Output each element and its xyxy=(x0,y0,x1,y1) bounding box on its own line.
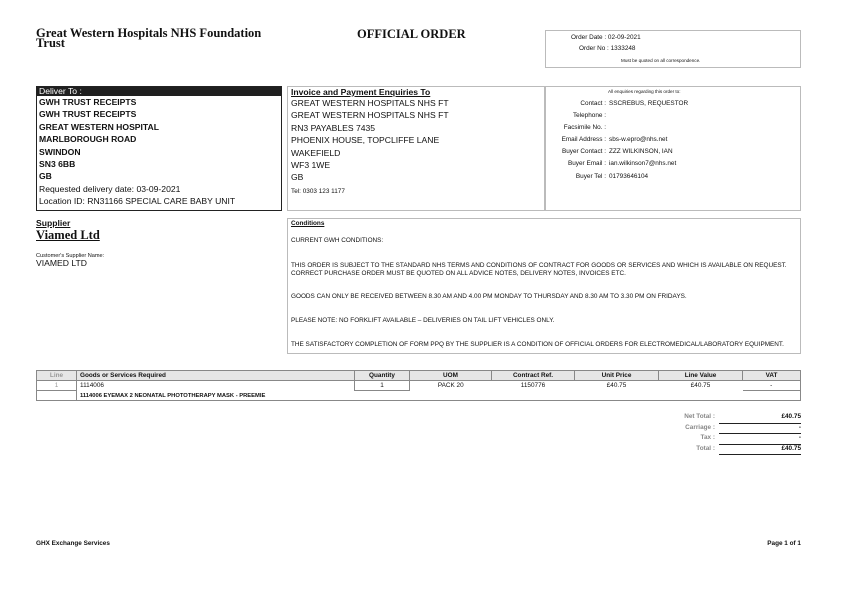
invoice-address xyxy=(291,97,449,184)
table-row xyxy=(37,381,801,391)
customer-supplier-value: VIAMED LTD xyxy=(36,258,87,268)
totals-block xyxy=(640,413,801,455)
enquiries-title: All enquiries regarding this order to: xyxy=(608,89,681,94)
address-line: GWH TRUST RECEIPTS xyxy=(39,97,137,107)
cell-spacer xyxy=(37,391,77,401)
order-number: Order No : 1333248 xyxy=(579,45,636,52)
address-line: MARLBOROUGH ROAD xyxy=(39,134,137,145)
deliver-to-box xyxy=(36,86,282,211)
address-line: GREAT WESTERN HOSPITAL xyxy=(39,121,159,132)
totals-row xyxy=(640,434,801,445)
enquiry-row xyxy=(546,124,802,136)
customer-supplier-label: Customer's Supplier Name: xyxy=(36,253,105,259)
org-name xyxy=(36,28,261,48)
condition-paragraph: PLEASE NOTE: NO FORKLIFT AVAILABLE – DELIVERIES ON TAIL LIFT VEHICLES ONLY. xyxy=(291,317,555,325)
address-line: WF3 1WE xyxy=(291,160,331,171)
header-vat: VAT xyxy=(743,371,801,381)
cell-vat: - xyxy=(743,381,801,391)
totals-value: £40.75 xyxy=(719,413,801,424)
totals-row xyxy=(640,424,801,435)
cell-code: 1114006 xyxy=(77,381,355,391)
enquiry-value: ZZZ WILKINSON, IAN xyxy=(609,148,673,156)
enquiry-value xyxy=(606,112,609,124)
enquiry-label: Email Address : xyxy=(561,136,606,144)
invoice-title: Invoice and Payment Enquiries To xyxy=(291,87,431,97)
totals-row xyxy=(640,413,801,424)
invoice-telephone: Tel: 0303 123 1177 xyxy=(291,188,345,195)
condition-paragraph: THE SATISFACTORY COMPLETION OF FORM PPQ BY THE SUPPLIER IS A CONDITION OF OFFICIAL ORDERS FOR ELECTROMEDICAL/LABORATORY EQUIPMENT. xyxy=(291,341,784,349)
enquiry-label: Telephone : xyxy=(572,112,606,120)
enquiry-label: Buyer Contact : xyxy=(561,148,606,156)
footer-left: GHX Exchange Services xyxy=(36,540,110,547)
enquiry-label: Buyer Email : xyxy=(567,160,606,168)
enquiry-label: Buyer Tel : xyxy=(575,172,606,180)
table-row-description xyxy=(37,391,801,401)
address-line: GB xyxy=(39,171,52,182)
enquiry-value xyxy=(606,124,609,136)
totals-value: - xyxy=(719,424,801,435)
cell-unit-price: £40.75 xyxy=(606,382,627,390)
enquiry-row xyxy=(546,160,802,172)
header-quantity: Quantity xyxy=(355,371,410,381)
conditions-box xyxy=(287,218,801,354)
address-line: SWINDON xyxy=(39,146,81,157)
enquiries-box xyxy=(545,86,801,211)
cell-description: 1114006 EYEMAX 2 NEONATAL PHOTOTHERAPY MASK - PREEMIE xyxy=(77,391,801,401)
enquiry-row xyxy=(546,136,802,148)
totals-label: Net Total : xyxy=(684,413,715,420)
address-line: GREAT WESTERN HOSPITALS NHS FT xyxy=(291,98,449,108)
order-info-box xyxy=(545,30,801,68)
table-header-row xyxy=(37,371,801,381)
address-line: GWH TRUST RECEIPTS xyxy=(39,109,137,120)
cell-line: 1 xyxy=(37,381,77,391)
deliver-address xyxy=(39,96,235,208)
enquiry-value: SSCREBUS, REQUESTOR xyxy=(609,100,689,107)
enquiry-label: Contact : xyxy=(580,100,606,107)
address-line: RN3 PAYABLES 7435 xyxy=(291,122,376,133)
header-contract: Contract Ref. xyxy=(492,371,575,381)
cell-uom: PACK 20 xyxy=(437,382,464,390)
cell-line-value: £40.75 xyxy=(690,382,711,390)
address-line: GB xyxy=(291,172,304,183)
totals-value: £40.75 xyxy=(719,445,801,456)
invoice-box xyxy=(287,86,545,211)
supplier-name: Viamed Ltd xyxy=(36,228,100,242)
enquiry-row xyxy=(546,173,802,185)
address-line: PHOENIX HOUSE, TOPCLIFFE LANE xyxy=(291,135,440,146)
condition-paragraph: THIS ORDER IS SUBJECT TO THE STANDARD NHS TERMS AND CONDITIONS OF CONTRACT FOR GOODS OR SERVICES AND WHICH IS AVAILABLE ON REQUEST. CORRECT PURCHASE ORDER MUST BE QUOTED ON ALL ADVICE NOTES, DELIVERY NOTES, INVOICES ETC. xyxy=(291,262,787,277)
totals-label: Total : xyxy=(696,444,715,452)
address-line: GREAT WESTERN HOSPITALS NHS FT xyxy=(291,110,449,121)
location-id: Location ID: RN31166 SPECIAL CARE BABY UNIT xyxy=(39,196,236,207)
order-note: Must be quoted on all correspondence. xyxy=(621,58,701,63)
order-date: Order Date : 02-09-2021 xyxy=(571,34,641,41)
org-name-line1: Great Western Hospitals NHS Foundation xyxy=(36,26,262,40)
deliver-to-title: Deliver To : xyxy=(39,86,82,96)
condition-paragraph: CURRENT GWH CONDITIONS: xyxy=(291,237,384,245)
cell-quantity: 1 xyxy=(355,381,410,391)
header-goods: Goods or Services Required xyxy=(77,371,355,381)
footer-page-number: Page 1 of 1 xyxy=(767,540,801,547)
header-line: Line xyxy=(37,371,77,381)
enquiry-value: ian.wilkinson7@nhs.net xyxy=(609,160,677,168)
conditions-title: Conditions xyxy=(291,220,325,227)
header-unit-price: Unit Price xyxy=(575,371,659,381)
cell-contract: 1150776 xyxy=(520,382,546,390)
enquiry-row xyxy=(546,148,802,160)
document-title: OFFICIAL ORDER xyxy=(357,27,466,41)
enquiry-row xyxy=(546,100,802,112)
totals-row xyxy=(640,445,801,456)
totals-label: Tax : xyxy=(700,434,715,441)
enquiry-value: sbs-w.epro@nhs.net xyxy=(609,136,668,144)
address-line: SN3 6BB xyxy=(39,159,76,170)
totals-value: - xyxy=(719,434,801,445)
condition-paragraph: GOODS CAN ONLY BE RECEIVED BETWEEN 8.30 AM AND 4.00 PM MONDAY TO THURSDAY AND 8.30 AM TO 3.30 PM ON FRIDAYS. xyxy=(291,293,687,301)
enquiry-row xyxy=(546,112,802,124)
address-line: WAKEFIELD xyxy=(291,147,341,158)
deliver-to-header xyxy=(37,87,281,96)
enquiries-rows xyxy=(546,100,802,185)
enquiry-value: 01793646104 xyxy=(609,172,649,180)
supplier-title: Supplier xyxy=(36,218,71,228)
supplier-section xyxy=(36,218,281,353)
totals-label: Carriage : xyxy=(685,423,715,431)
header-uom: UOM xyxy=(410,371,492,381)
enquiry-label: Facsimile No. : xyxy=(563,124,606,132)
org-name-line2: Trust xyxy=(36,36,65,50)
order-lines-table xyxy=(36,370,801,401)
conditions-text xyxy=(291,230,791,356)
requested-delivery-date: Requested delivery date: 03-09-2021 xyxy=(39,183,181,194)
header-line-value: Line Value xyxy=(659,371,743,381)
